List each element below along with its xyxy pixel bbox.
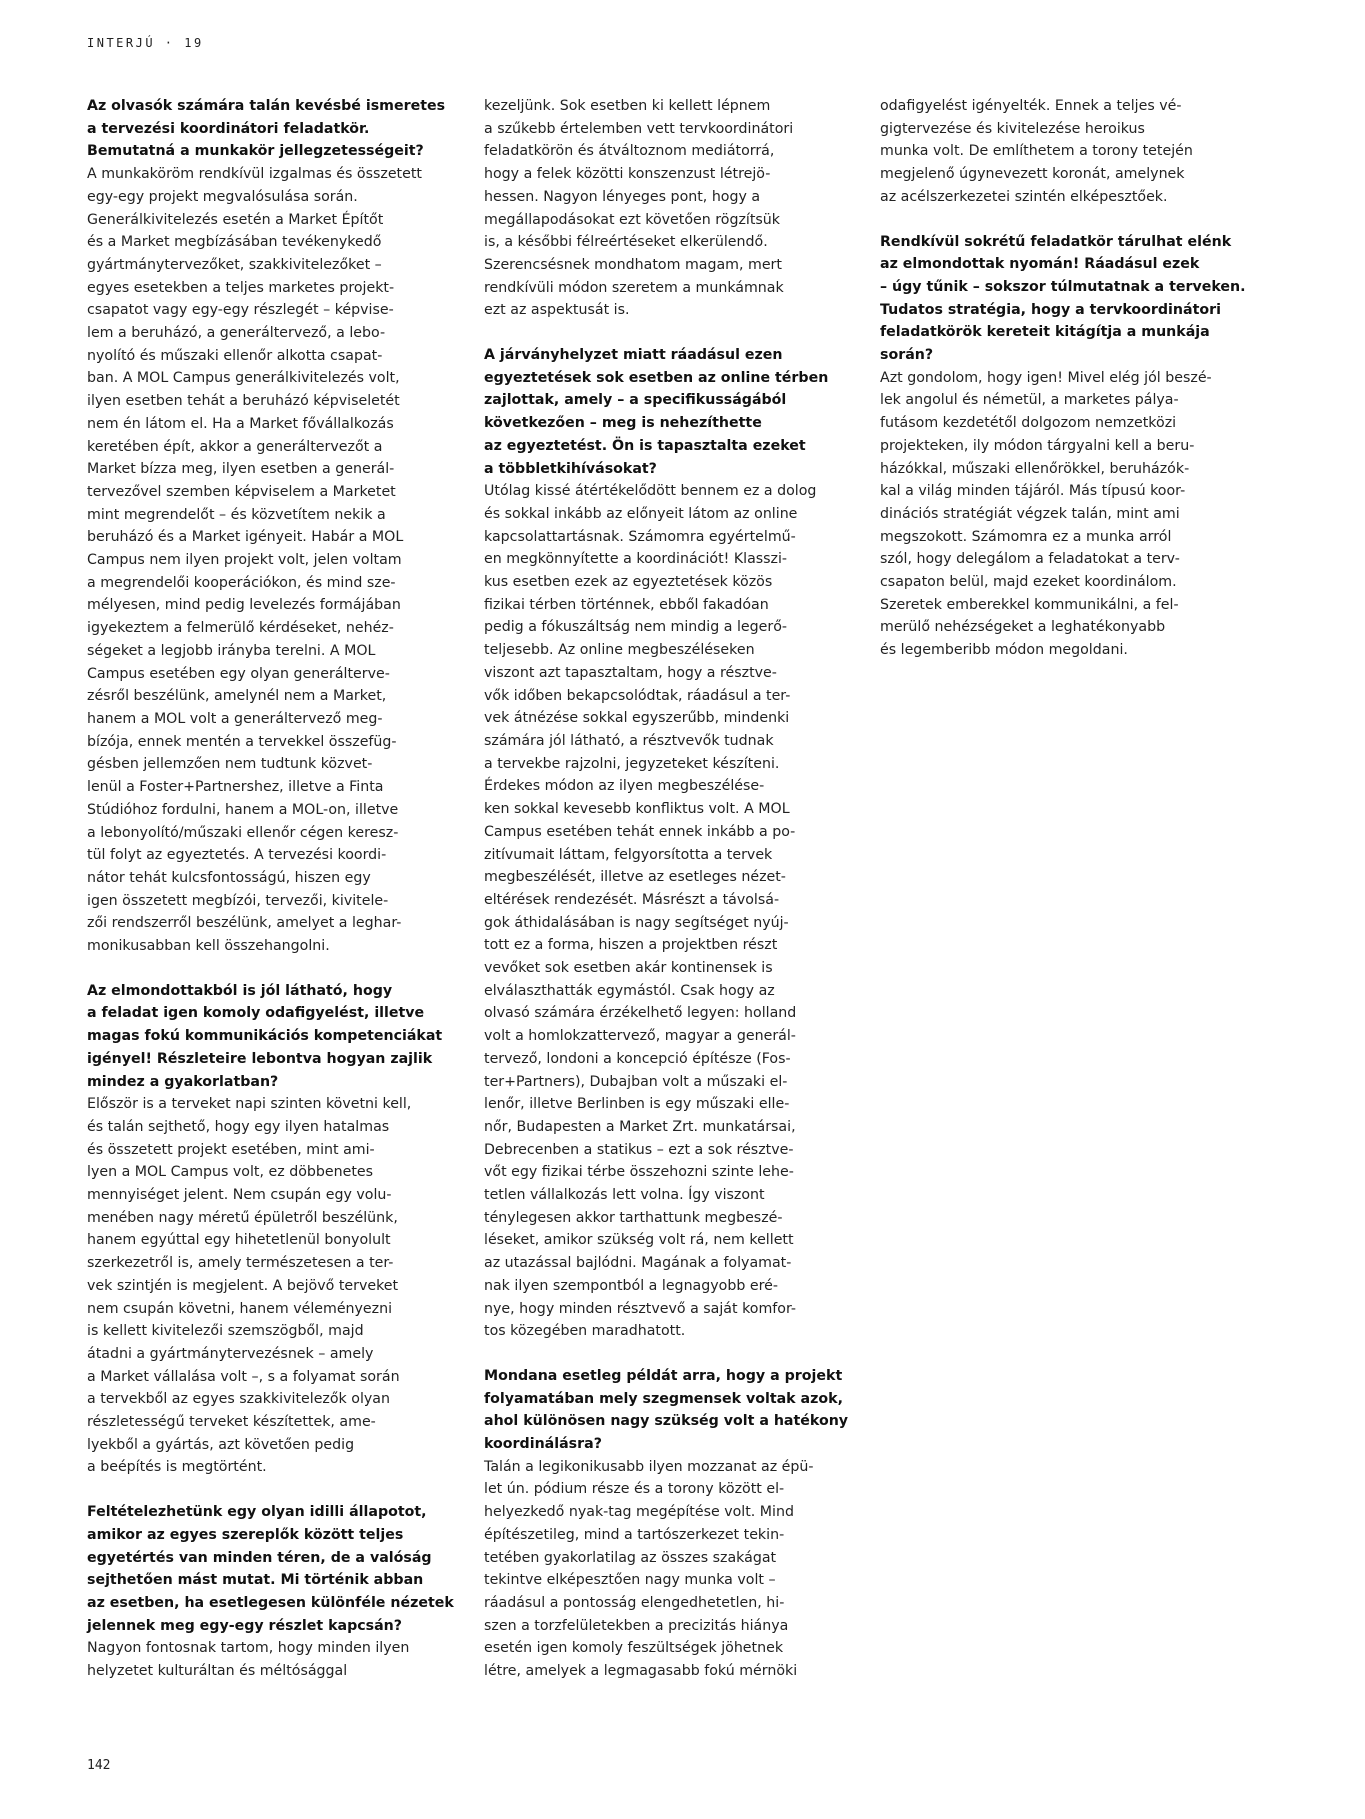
article-column-2 bbox=[484, 95, 862, 1705]
article-column-3 bbox=[880, 95, 1258, 684]
interview-answer: Utólag kissé átértékelődött bennem ez a dolog és sokkal inkább az előnyeit látom az online kapcsolattartásnak. Számomra egyértelmű- en megkönnyítette a koordinációt! Klasszi- kus esetben ezek az egyeztetések közös fizikai térben történnek, ebből fakadóan pedig a fókuszáltság nem mindig a legerő- teljesebb. Az online megbeszéléseken viszont azt tapasztaltam, hogy a résztve- vők időben bekapcsolódtak, ráadásul a ter- vek átnézése sokkal egyszerűbb, mindenki számára jól látható, a résztvevők tudnak a tervekbe rajzolni, jegyzeteket készíteni. Érdekes módon az ilyen megbeszélése- ken sokkal kevesebb konfliktus volt. A MOL Campus esetében tehát ennek inkább a po- zitívumait láttam, felgyorsította a tervek megbeszélését, illetve az esetleges nézet- eltérések rendezését. Másrészt a távolsá- gok áthidalásában is nagy segítséget nyúj- tott ez a forma, hiszen a projektben részt vevőket sok esetben akár kontinensek is elválaszthatták egymástól. Csak hogy az olvasó számára érzékelhető legyen: holland volt a homlokzattervező, magyar a generál- tervező, londoni a koncepció építésze (Fos- ter+Partners), Dubajban volt a műszaki el- lenőr, illetve Berlinben is egy műszaki elle- nőr, Budapesten a Market Zrt. munkatársai, Debrecenben a statikus – ezt a sok résztve- vőt egy fizikai térbe összehozni szinte lehe- tetlen vállalkozás lett volna. Így viszont ténylegesen akkor tarthattunk megbeszé- léseket, amikor szükség volt rá, nem kellett az utazással bajlódni. Magának a folyamat- nak ilyen szempontból a legnagyobb eré- nye, hogy minden résztvevő a saját komfor- tos közegében maradhatott. bbox=[484, 483, 817, 1340]
article-column-1 bbox=[87, 95, 475, 1705]
interview-block bbox=[484, 1365, 862, 1683]
interview-answer-continued: kezeljünk. Sok esetben ki kellett lépnem a szűkebb értelemben vett tervkoordinátori feladatkörön és átváltoznom mediátorrá, hogy a felek közötti konszenzust létrejö- hessen. Nagyon lényeges pont, hogy a megállapodásokat ezt követően rögzítsük is, a későbbi félreértéseket elkerülendő. Szerencsésnek mondhatom magam, mert rendkívüli módon szeretem a munkámnak ezt az aspektusát is. bbox=[484, 98, 794, 319]
page-number: 142 bbox=[87, 1758, 111, 1773]
interview-block bbox=[87, 95, 475, 958]
interview-block bbox=[484, 95, 862, 322]
section-header: INTERJÚ · 19 bbox=[87, 36, 204, 50]
interview-block bbox=[87, 1501, 475, 1683]
interview-question: Feltételezhetünk egy olyan idilli állapotot, amikor az egyes szereplők között teljes egyetértés van minden téren, de a valóság sejthetően mást mutat. Mi történik abban az esetben, ha esetlegesen különféle nézetek jelennek meg egy-egy részlet kapcsán? bbox=[87, 1504, 454, 1634]
interview-block bbox=[87, 980, 475, 1479]
interview-block bbox=[880, 231, 1258, 662]
interview-answer: Először is a terveket napi szinten követni kell, és talán sejthető, hogy egy ilyen hatalmas és összetett projekt esetében, mint ami- lyen a MOL Campus volt, ez döbbenetes mennyiséget jelent. Nem csupán egy volu- menében nagy méretű épületről beszélünk, hanem egyúttal egy hihetetlenül bonyolult szerkezetről is, amely természetesen a ter- vek szintjén is megjelent. A bejövő terveket nem csupán követni, hanem véleményezni is kellett kivitelezői szemszögből, majd átadni a gyártmánytervezésnek – amely a Market vállalása volt –, s a folyamat során a tervekből az egyes szakkivitelezők olyan részletességű terveket készítettek, ame- lyekből a gyártás, azt követően pedig a beépítés is megtörtént. bbox=[87, 1096, 412, 1476]
interview-answer: Nagyon fontosnak tartom, hogy minden ilyen helyzetet kulturáltan és méltósággal bbox=[87, 1640, 410, 1680]
interview-question: A járványhelyzet miatt ráadásul ezen egyeztetések sok esetben az online térben zajlottak, amely – a specifikusságából következően – meg is nehezíthette az egyeztetést. Ön is tapasztalta ezeket a többletkihívásokat? bbox=[484, 347, 829, 477]
interview-question: Az elmondottakból is jól látható, hogy a feladat igen komoly odafigyelést, illetve magas fokú kommunikációs kompetenciákat igényel! Részleteire lebontva hogyan zajlik mindez a gyakorlatban? bbox=[87, 982, 443, 1090]
interview-answer: Talán a legikonikusabb ilyen mozzanat az épü- let ún. pódium része és a torony között el- helyezkedő nyak-tag megépítése volt. Mind építészetileg, mind a tartószerkezet tekin- tetében gyakorlatilag az összes szakágat tekintve elképesztően nagy munka volt – ráadásul a pontosság elengedhetetlen, hi- szen a torzfelületekben a precizitás hiánya esetén igen komoly feszültségek jöhetnek létre, amelyek a legmagasabb fokú mérnöki bbox=[484, 1458, 814, 1680]
interview-block bbox=[484, 344, 862, 1343]
interview-question: Az olvasók számára talán kevésbé ismeretes a tervezési koordinátori feladatkör. Bemutatná a munkakör jellegzetességeit? bbox=[87, 98, 446, 160]
interview-answer-continued: odafigyelést igényelték. Ennek a teljes vé- gigtervezése és kivitelezése heroikus munka volt. De említhetem a torony tetején megjelenő úgynevezett koronát, amelynek az acélszerkezetei szintén elképesztőek. bbox=[880, 98, 1193, 205]
interview-question: Rendkívül sokrétű feladatkör tárulhat elénk az elmondottak nyomán! Ráadásul ezek – úgy tűnik – sokszor túlmutatnak a terveken. Tudatos stratégia, hogy a tervkoordinátori feladatkörök kereteit kitágítja a munkája során? bbox=[880, 233, 1246, 364]
interview-block bbox=[880, 95, 1258, 209]
interview-answer: A munkaköröm rendkívül izgalmas és összetett egy-egy projekt megvalósulása során. Generálkivitelezés esetén a Market Építőt és a Market megbízásában tevékenykedő gyártmánytervezőket, szakkivitelezőket – egyes esetekben a teljes marketes projekt- csapatot vagy egy-egy részlegét – képvise- lem a beruházó, a generáltervező, a lebo- nyolító és műszaki ellenőr alkotta csapat- ban. A MOL Campus generálkivitelezés volt, ilyen esetben tehát a beruházó képviseletét nem én látom el. Ha a Market fővállalkozás keretében épít, akkor a generáltervezőt a Market bízza meg, ilyen esetben a generál- tervezővel szemben képviselem a Marketet mint megrendelőt – és közvetítem nekik a beruházó és a Market igényeit. Habár a MOL Campus nem ilyen projekt volt, jelen voltam a megrendelői kooperációkon, és mind sze- mélyesen, mind pedig levelezés formájában igyekeztem a felmerülő kérdéseket, nehéz- ségeket a legjobb irányba terelni. A MOL Campus esetében egy olyan generálterve- zésről beszélünk, amelynél nem a Market, hanem a MOL volt a generáltervező meg- bízója, ennek mentén a tervekkel összefüg- gésben jellemzően nem tudtunk közvet- lenül a Foster+Partnershez, illetve a Finta Stúdióhoz fordulni, hanem a MOL-on, illetve a lebonyolító/műszaki ellenőr cégen keresz- tül folyt az egyeztetés. A tervezési koordi- nátor tehát kulcsfontosságú, hiszen egy igen összetett megbízói, tervezői, kivitele- zői rendszerről beszélünk, amelyet a leghar- monikusabban kell összehangolni. bbox=[87, 166, 422, 955]
interview-question: Mondana esetleg példát arra, hogy a projekt folyamatában mely szegmensek voltak azok, ahol különösen nagy szükség volt a hatékony koordinálásra? bbox=[484, 1367, 849, 1453]
interview-answer: Azt gondolom, hogy igen! Mivel elég jól beszé- lek angolul és németül, a marketes pálya- futásom kezdetétől dolgozom nemzetközi projekteken, ily módon tárgyalni kell a beru- házókkal, műszaki ellenőrökkel, beruházók- kal a világ minden tájáról. Más típusú koor- dinációs stratégiát végzek talán, mint ami megszokott. Számomra ez a munka arról szól, hogy delegálom a feladatokat a terv- csapaton belül, majd ezeket koordinálom. Szeretek emberekkel kommunikálni, a fel- merülő nehézségeket a leghatékonyabb és legemberibb módon megoldani. bbox=[880, 369, 1212, 659]
